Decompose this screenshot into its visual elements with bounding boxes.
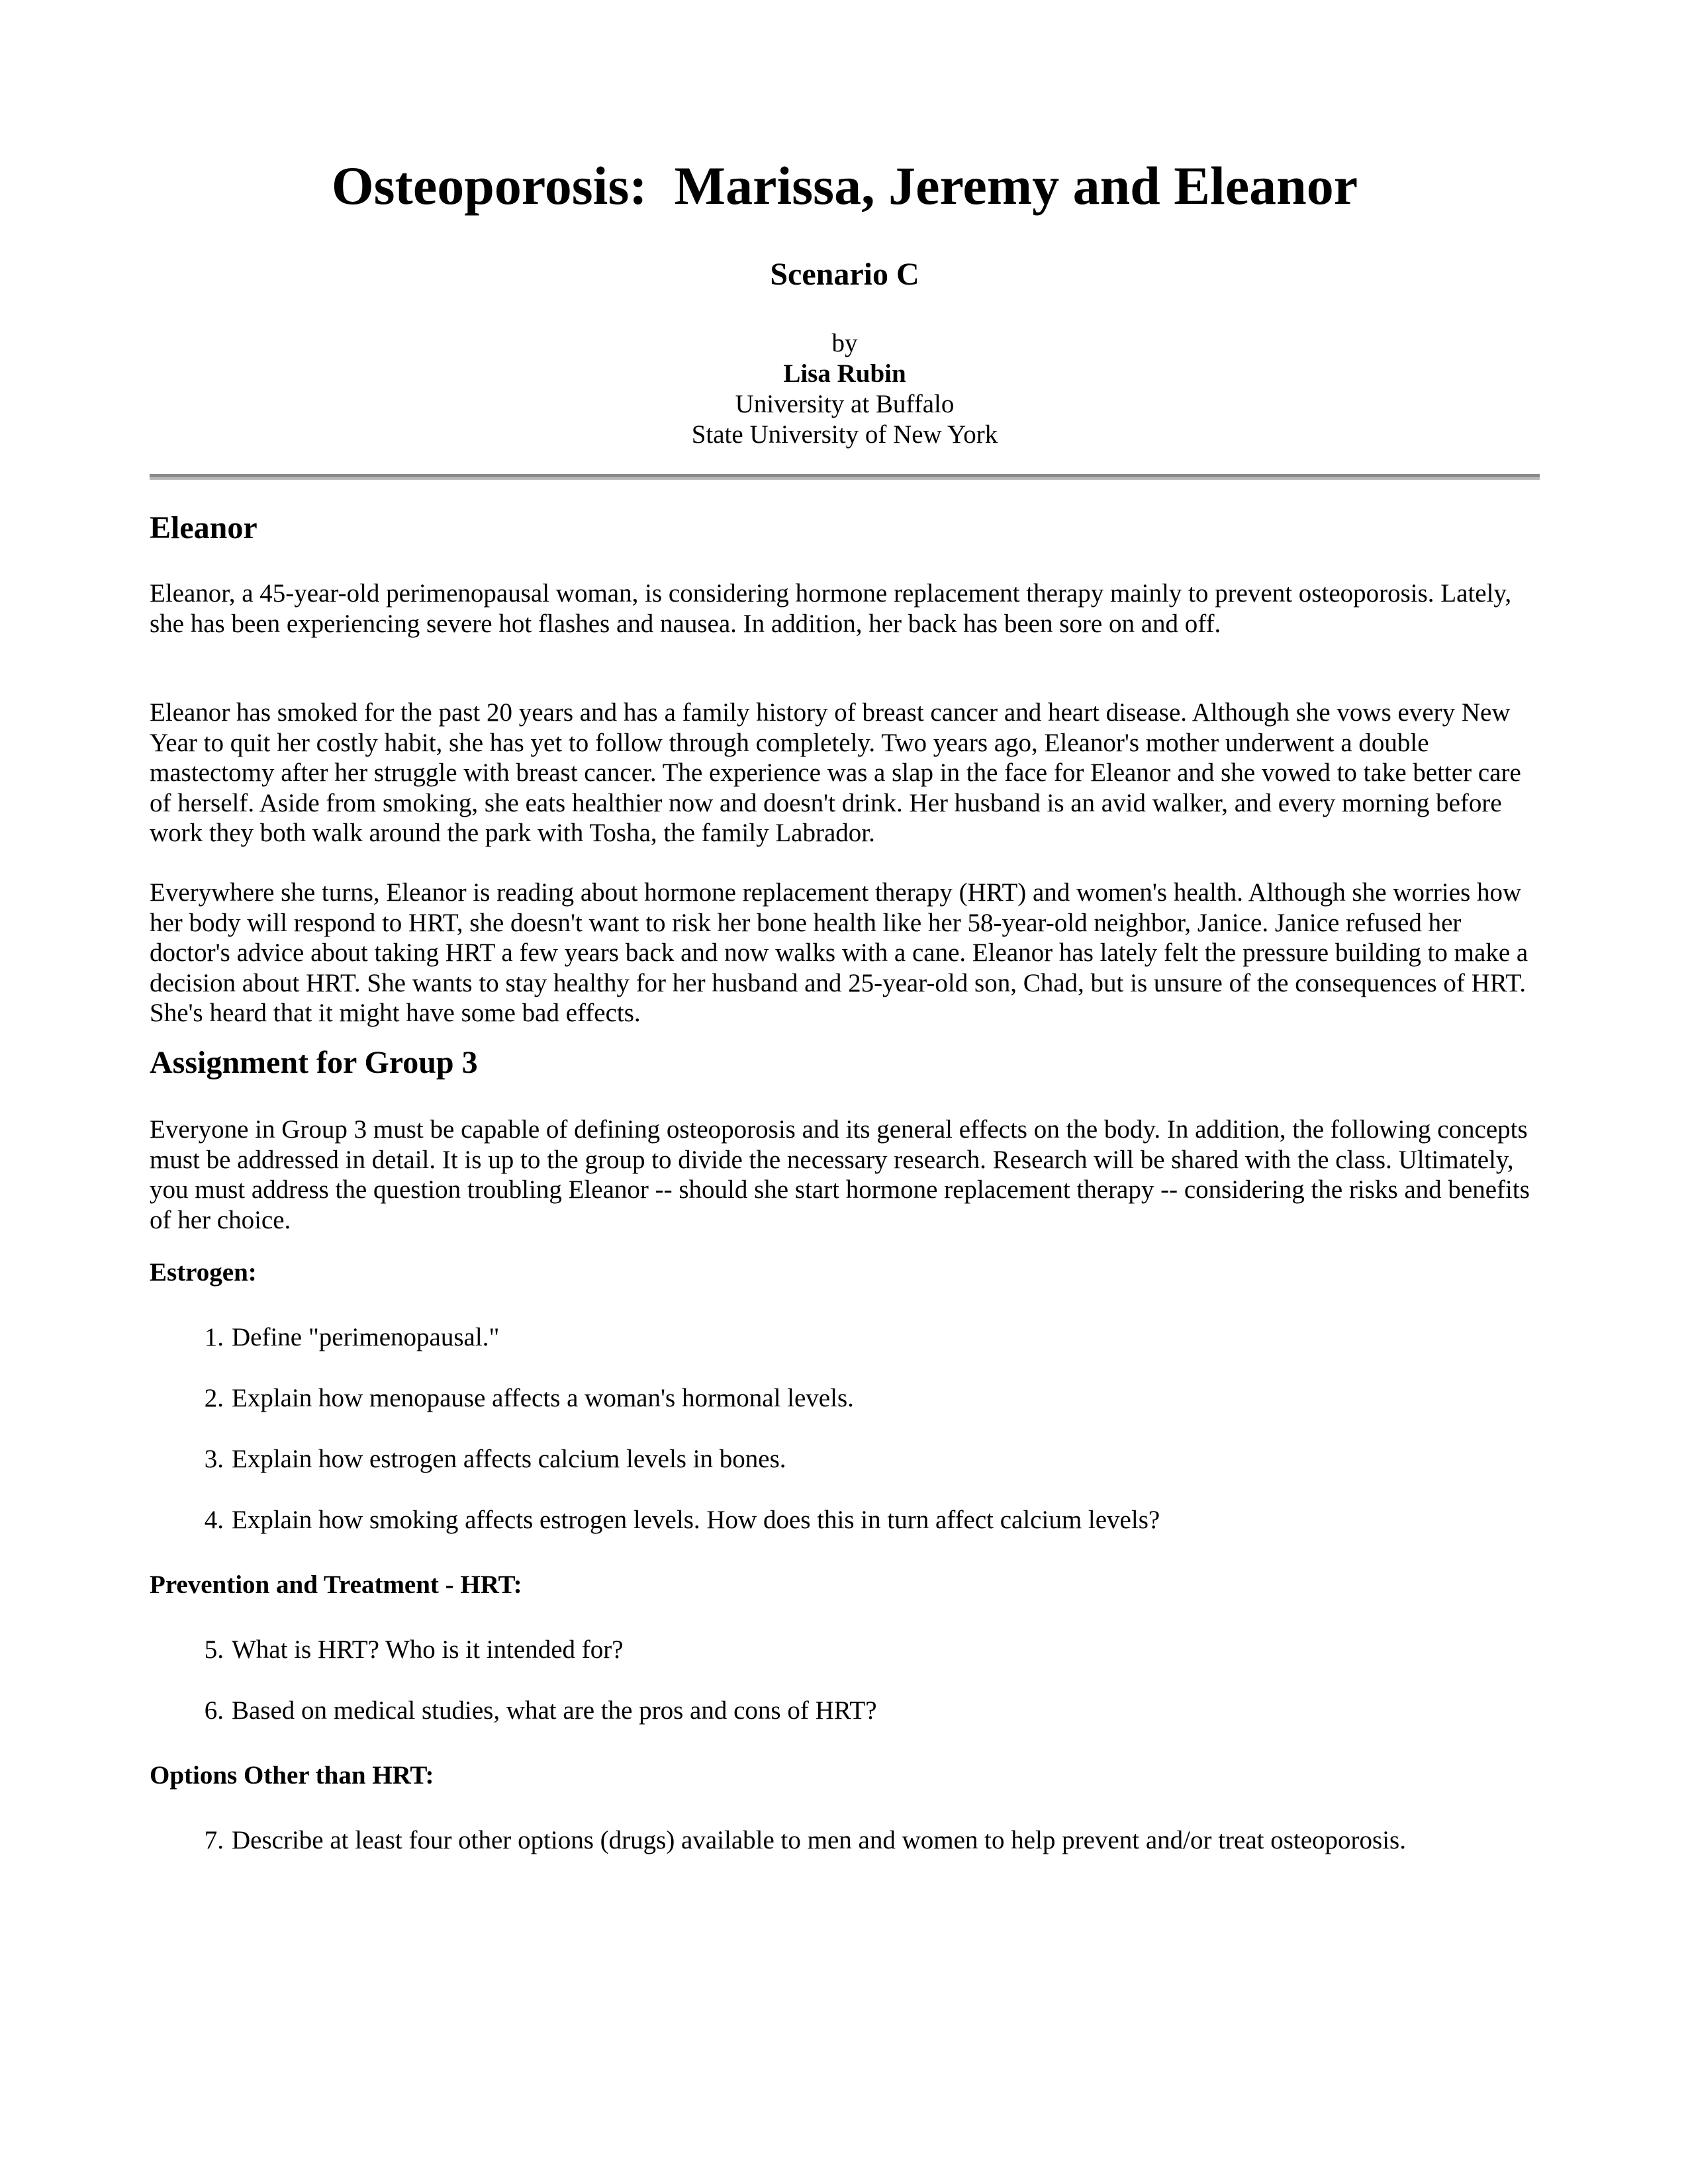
document-title: Osteoporosis: Marissa, Jeremy and Eleanor	[331, 156, 1358, 216]
list-item-text: Explain how estrogen affects calcium levels in bones.	[232, 1445, 786, 1473]
list-item-number: 6.	[204, 1696, 224, 1725]
list-item-text: Based on medical studies, what are the pros and cons of HRT?	[232, 1696, 877, 1725]
institution: University at Buffalo	[735, 390, 955, 418]
list-item-text: Describe at least four other options (drugs) available to men and women to help prevent and/or treat osteoporosis.	[232, 1826, 1406, 1854]
list-item-number: 3.	[204, 1445, 224, 1473]
assignment-intro: Everyone in Group 3 must be capable of defining osteoporosis and its general effects on the body. In addition, the following concepts must be addressed in detail. It is up to the group to divide the necessary research. Research will be shared with the class. Ultimately, you must address the question troubling Eleanor -- should she start hormone replacement therapy -- considering the risks and benefits of her choice.	[150, 1115, 1530, 1234]
eleanor-paragraph-3: Everywhere she turns, Eleanor is reading about hormone replacement therapy (HRT) and women's health. Although she worries how her body will respond to HRT, she doesn't want to risk her bone health like her 58-year-old neighbor, Janice. Janice refused her doctor's advice about taking HRT a few years back and now walks with a cane. Eleanor has lately felt the pressure building to make a decision about HRT. She wants to stay healthy for her husband and 25-year-old son, Chad, but is unsure of the consequences of HRT. She's heard that it might have some bad effects.	[150, 878, 1528, 1027]
list-item-number: 4.	[204, 1506, 224, 1534]
list-item-number: 1.	[204, 1323, 224, 1351]
horizontal-rule	[150, 474, 1540, 480]
subheading-estrogen: Estrogen:	[150, 1258, 257, 1287]
list-item-text: What is HRT? Who is it intended for?	[232, 1635, 624, 1664]
author-name: Lisa Rubin	[783, 359, 906, 388]
list-item-text: Explain how smoking affects estrogen levels. How does this in turn affect calcium levels?	[232, 1506, 1160, 1534]
subheading-options-other-than-hrt: Options Other than HRT:	[150, 1761, 434, 1790]
section-heading-assignment: Assignment for Group 3	[150, 1045, 478, 1080]
eleanor-paragraph-2: Eleanor has smoked for the past 20 years and has a family history of breast cancer and heart disease. Although she vows every New Year to quit her costly habit, she has yet to follow through completely. Two years ago, Eleanor's mother underwent a double mastectomy after her struggle with breast cancer. The experience was a slap in the face for Eleanor and she vowed to take better care of herself. Aside from smoking, she eats healthier now and doesn't drink. Her husband is an avid walker, and every morning before work they both walk around the park with Tosha, the family Labrador.	[150, 698, 1521, 847]
section-heading-eleanor: Eleanor	[150, 510, 258, 545]
list-item-number: 7.	[204, 1826, 224, 1854]
list-item-text: Define "perimenopausal."	[232, 1323, 500, 1351]
list-item-number: 5.	[204, 1635, 224, 1664]
subheading-prevention-treatment-hrt: Prevention and Treatment - HRT:	[150, 1570, 522, 1599]
eleanor-paragraph-1: Eleanor, a 45-year-old perimenopausal woman, is considering hormone replacement therapy mainly to prevent osteoporosis. Lately, she has been experiencing severe hot flashes and nausea. In addition, her back has been sore on and off.	[150, 579, 1512, 638]
list-item-text: Explain how menopause affects a woman's hormonal levels.	[232, 1384, 854, 1412]
byline	[150, 328, 1540, 450]
byline-by: by	[831, 329, 858, 357]
scenario-subtitle: Scenario C	[770, 257, 919, 292]
list-item-number: 2.	[204, 1384, 224, 1412]
university: State University of New York	[691, 420, 998, 449]
